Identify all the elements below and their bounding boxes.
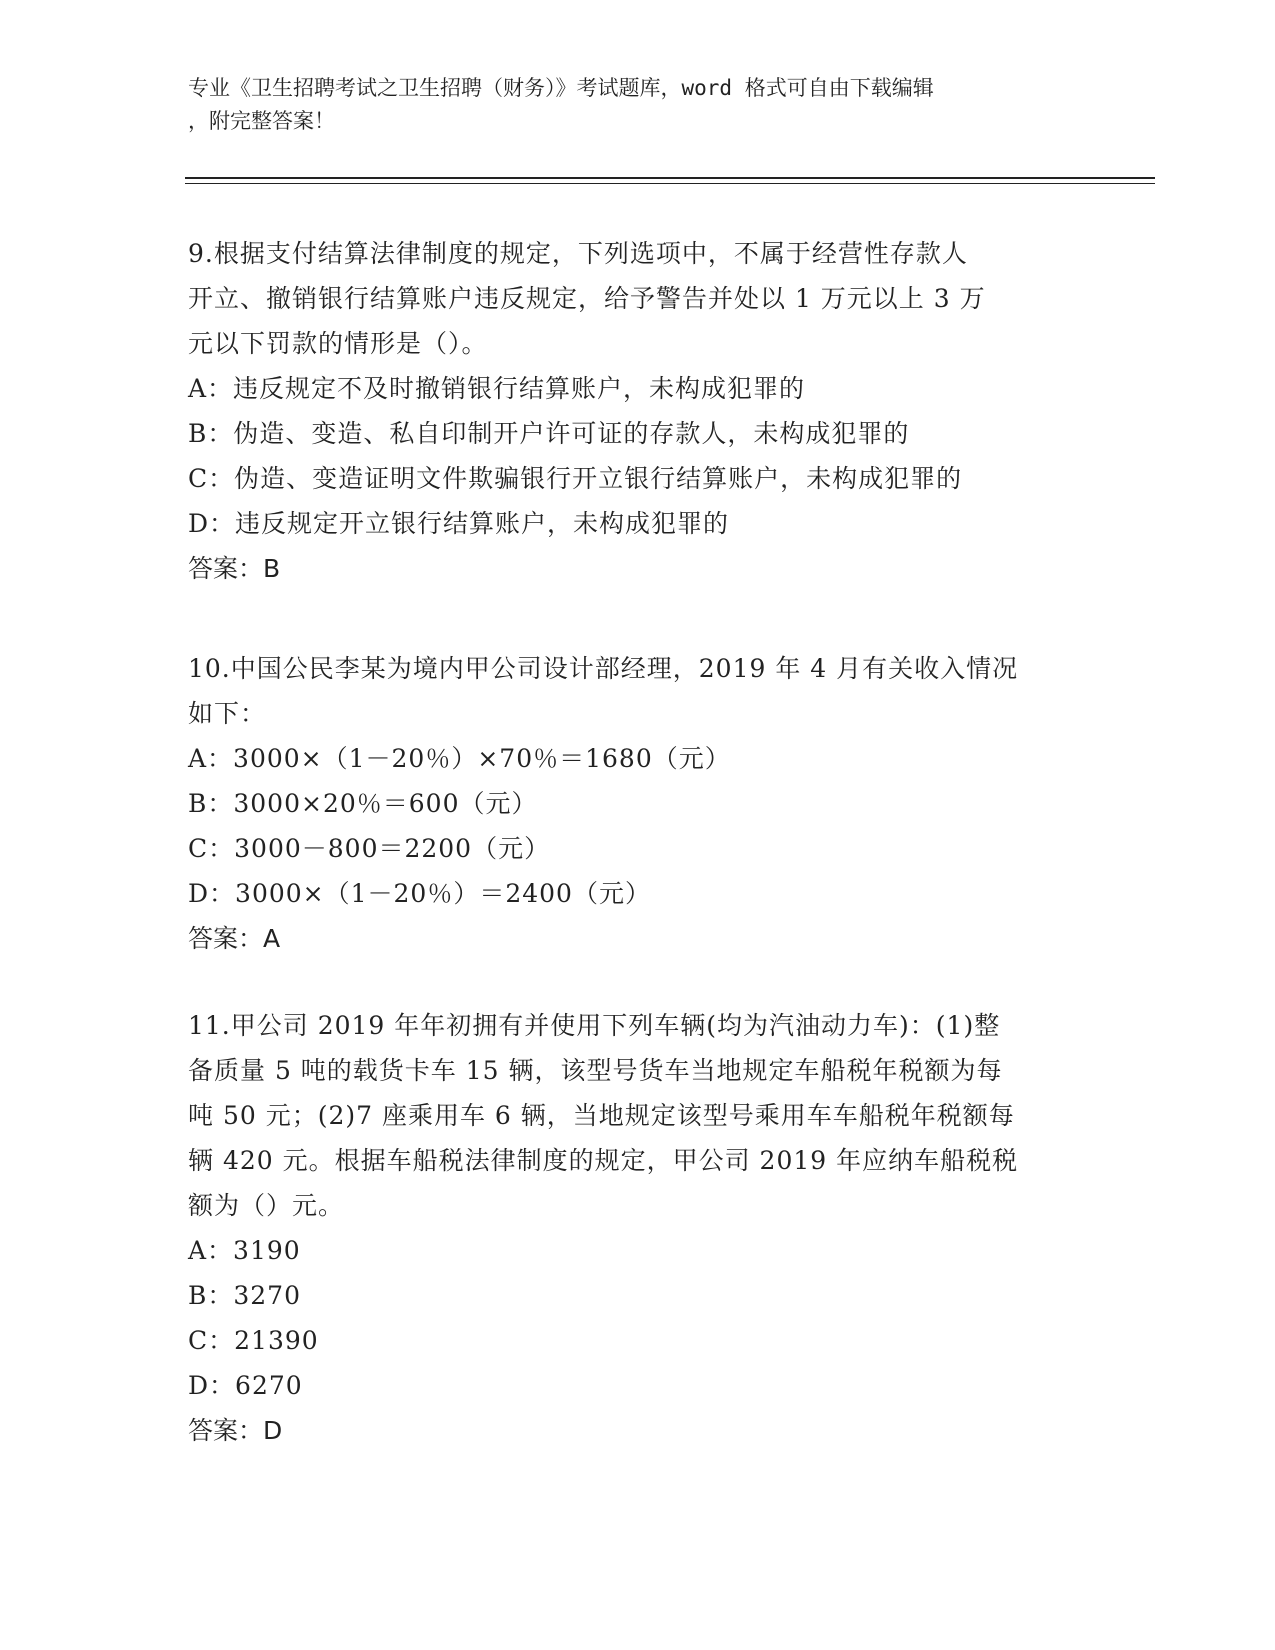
- option-d: D：违反规定开立银行结算账户，未构成犯罪的: [188, 509, 730, 538]
- answer: 答案：A: [188, 924, 281, 953]
- stem-line: 元以下罚款的情形是（）。: [188, 329, 488, 358]
- header-divider-thick: [185, 177, 1155, 179]
- stem-line: 备质量 5 吨的载货卡车 15 辆，该型号货车当地规定车船税年税额为每: [188, 1056, 1003, 1085]
- stem-line: 开立、撤销银行结算账户违反规定，给予警告并处以 1 万元以上 3 万: [188, 284, 986, 313]
- question-stem: [188, 231, 1088, 366]
- header-line-2: ，附完整答案！: [188, 109, 335, 133]
- option-a: A：3190: [188, 1236, 301, 1265]
- option-b: B：伪造、变造、私自印制开户许可证的存款人，未构成犯罪的: [188, 419, 910, 448]
- header-divider-thin: [185, 183, 1155, 184]
- question-stem: [188, 1003, 1088, 1228]
- option-c: C：伪造、变造证明文件欺骗银行开立银行结算账户，未构成犯罪的: [188, 464, 963, 493]
- option-b: B：3000×20％＝600（元）: [188, 789, 538, 818]
- question-11: [188, 1003, 1088, 1454]
- question-9: [188, 231, 1088, 592]
- stem-line: 11.甲公司 2019 年年初拥有并使用下列车辆(均为汽油动力车)：(1)整: [188, 1011, 1001, 1040]
- option-d: D：3000×（1－20％）＝2400（元）: [188, 879, 651, 908]
- stem-line: 10.中国公民李某为境内甲公司设计部经理，2019 年 4 月有关收入情况: [188, 654, 1019, 683]
- answer: 答案：D: [188, 1416, 283, 1445]
- question-10: [188, 646, 1088, 962]
- question-stem: [188, 646, 1088, 736]
- stem-line: 如下：: [188, 699, 267, 728]
- option-b: B：3270: [188, 1281, 301, 1310]
- stem-line: 吨 50 元；(2)7 座乘用车 6 辆，当地规定该型号乘用车车船税年税额每: [188, 1101, 1015, 1130]
- option-c: C：3000－800＝2200（元）: [188, 834, 551, 863]
- document-header: [188, 72, 1078, 138]
- answer: 答案：B: [188, 554, 281, 583]
- option-d: D：6270: [188, 1371, 303, 1400]
- header-line-1: 专业《卫生招聘考试之卫生招聘（财务）》考试题库，word 格式可自由下载编辑: [188, 76, 934, 100]
- stem-line: 额为（）元。: [188, 1191, 345, 1220]
- option-a: A：3000×（1－20％）×70％＝1680（元）: [188, 744, 731, 773]
- option-a: A：违反规定不及时撤销银行结算账户，未构成犯罪的: [188, 374, 806, 403]
- option-c: C：21390: [188, 1326, 319, 1355]
- stem-line: 9.根据支付结算法律制度的规定，下列选项中，不属于经营性存款人: [188, 239, 968, 268]
- stem-line: 辆 420 元。根据车船税法律制度的规定，甲公司 2019 年应纳车船税税: [188, 1146, 1019, 1175]
